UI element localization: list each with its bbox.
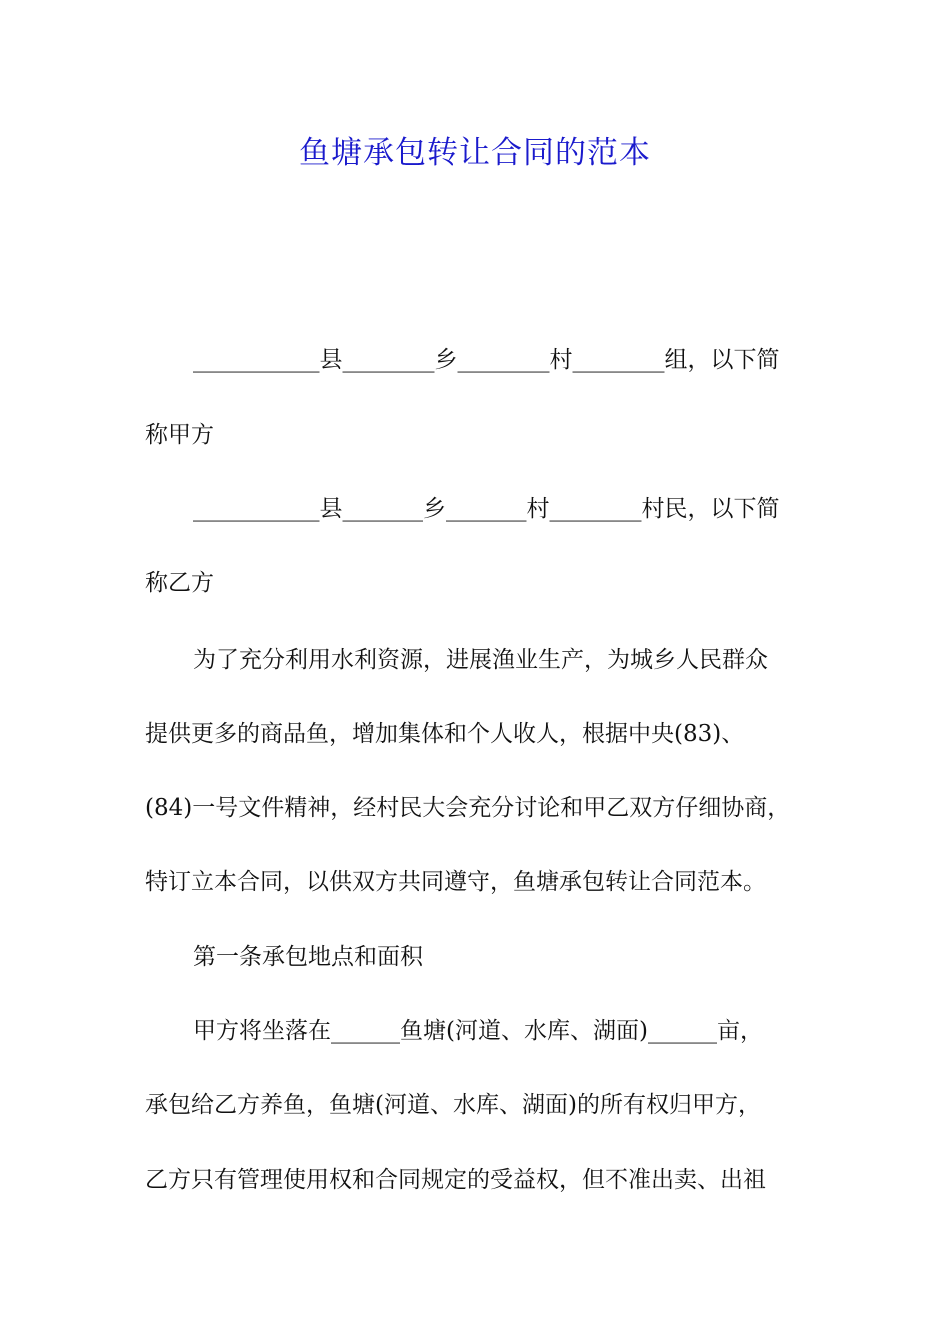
party-b-line: ___________县_______乡_______村________村民，以下简 — [193, 496, 780, 522]
article-1-line-1: 甲方将坐落在______鱼塘(河道、水库、湖面)______亩， — [193, 1018, 763, 1044]
article-1-heading: 第一条承包地点和面积 — [193, 944, 423, 970]
party-a-line: ___________县________乡________村________组，以下简 — [193, 347, 780, 373]
preamble-line-1: 为了充分利用水利资源，进展渔业生产，为城乡人民群众 — [193, 647, 768, 673]
preamble-line-4: 特订立本合同，以供双方共同遵守，鱼塘承包转让合同范本。 — [145, 869, 766, 895]
preamble-line-2: 提供更多的商品鱼，增加集体和个人收人，根据中央(83)、 — [145, 721, 745, 747]
article-1-line-3: 乙方只有管理使用权和合同规定的受益权，但不准出卖、出祖 — [145, 1167, 766, 1193]
article-1-line-2: 承包给乙方养鱼，鱼塘(河道、水库、湖面)的所有权归甲方， — [145, 1092, 761, 1118]
preamble-line-3: (84)一号文件精神，经村民大会充分讨论和甲乙双方仔细协商， — [145, 795, 791, 821]
party-a-label: 称甲方 — [145, 422, 214, 448]
document-title: 鱼塘承包转让合同的范本 — [299, 135, 651, 171]
party-b-label: 称乙方 — [145, 570, 214, 596]
